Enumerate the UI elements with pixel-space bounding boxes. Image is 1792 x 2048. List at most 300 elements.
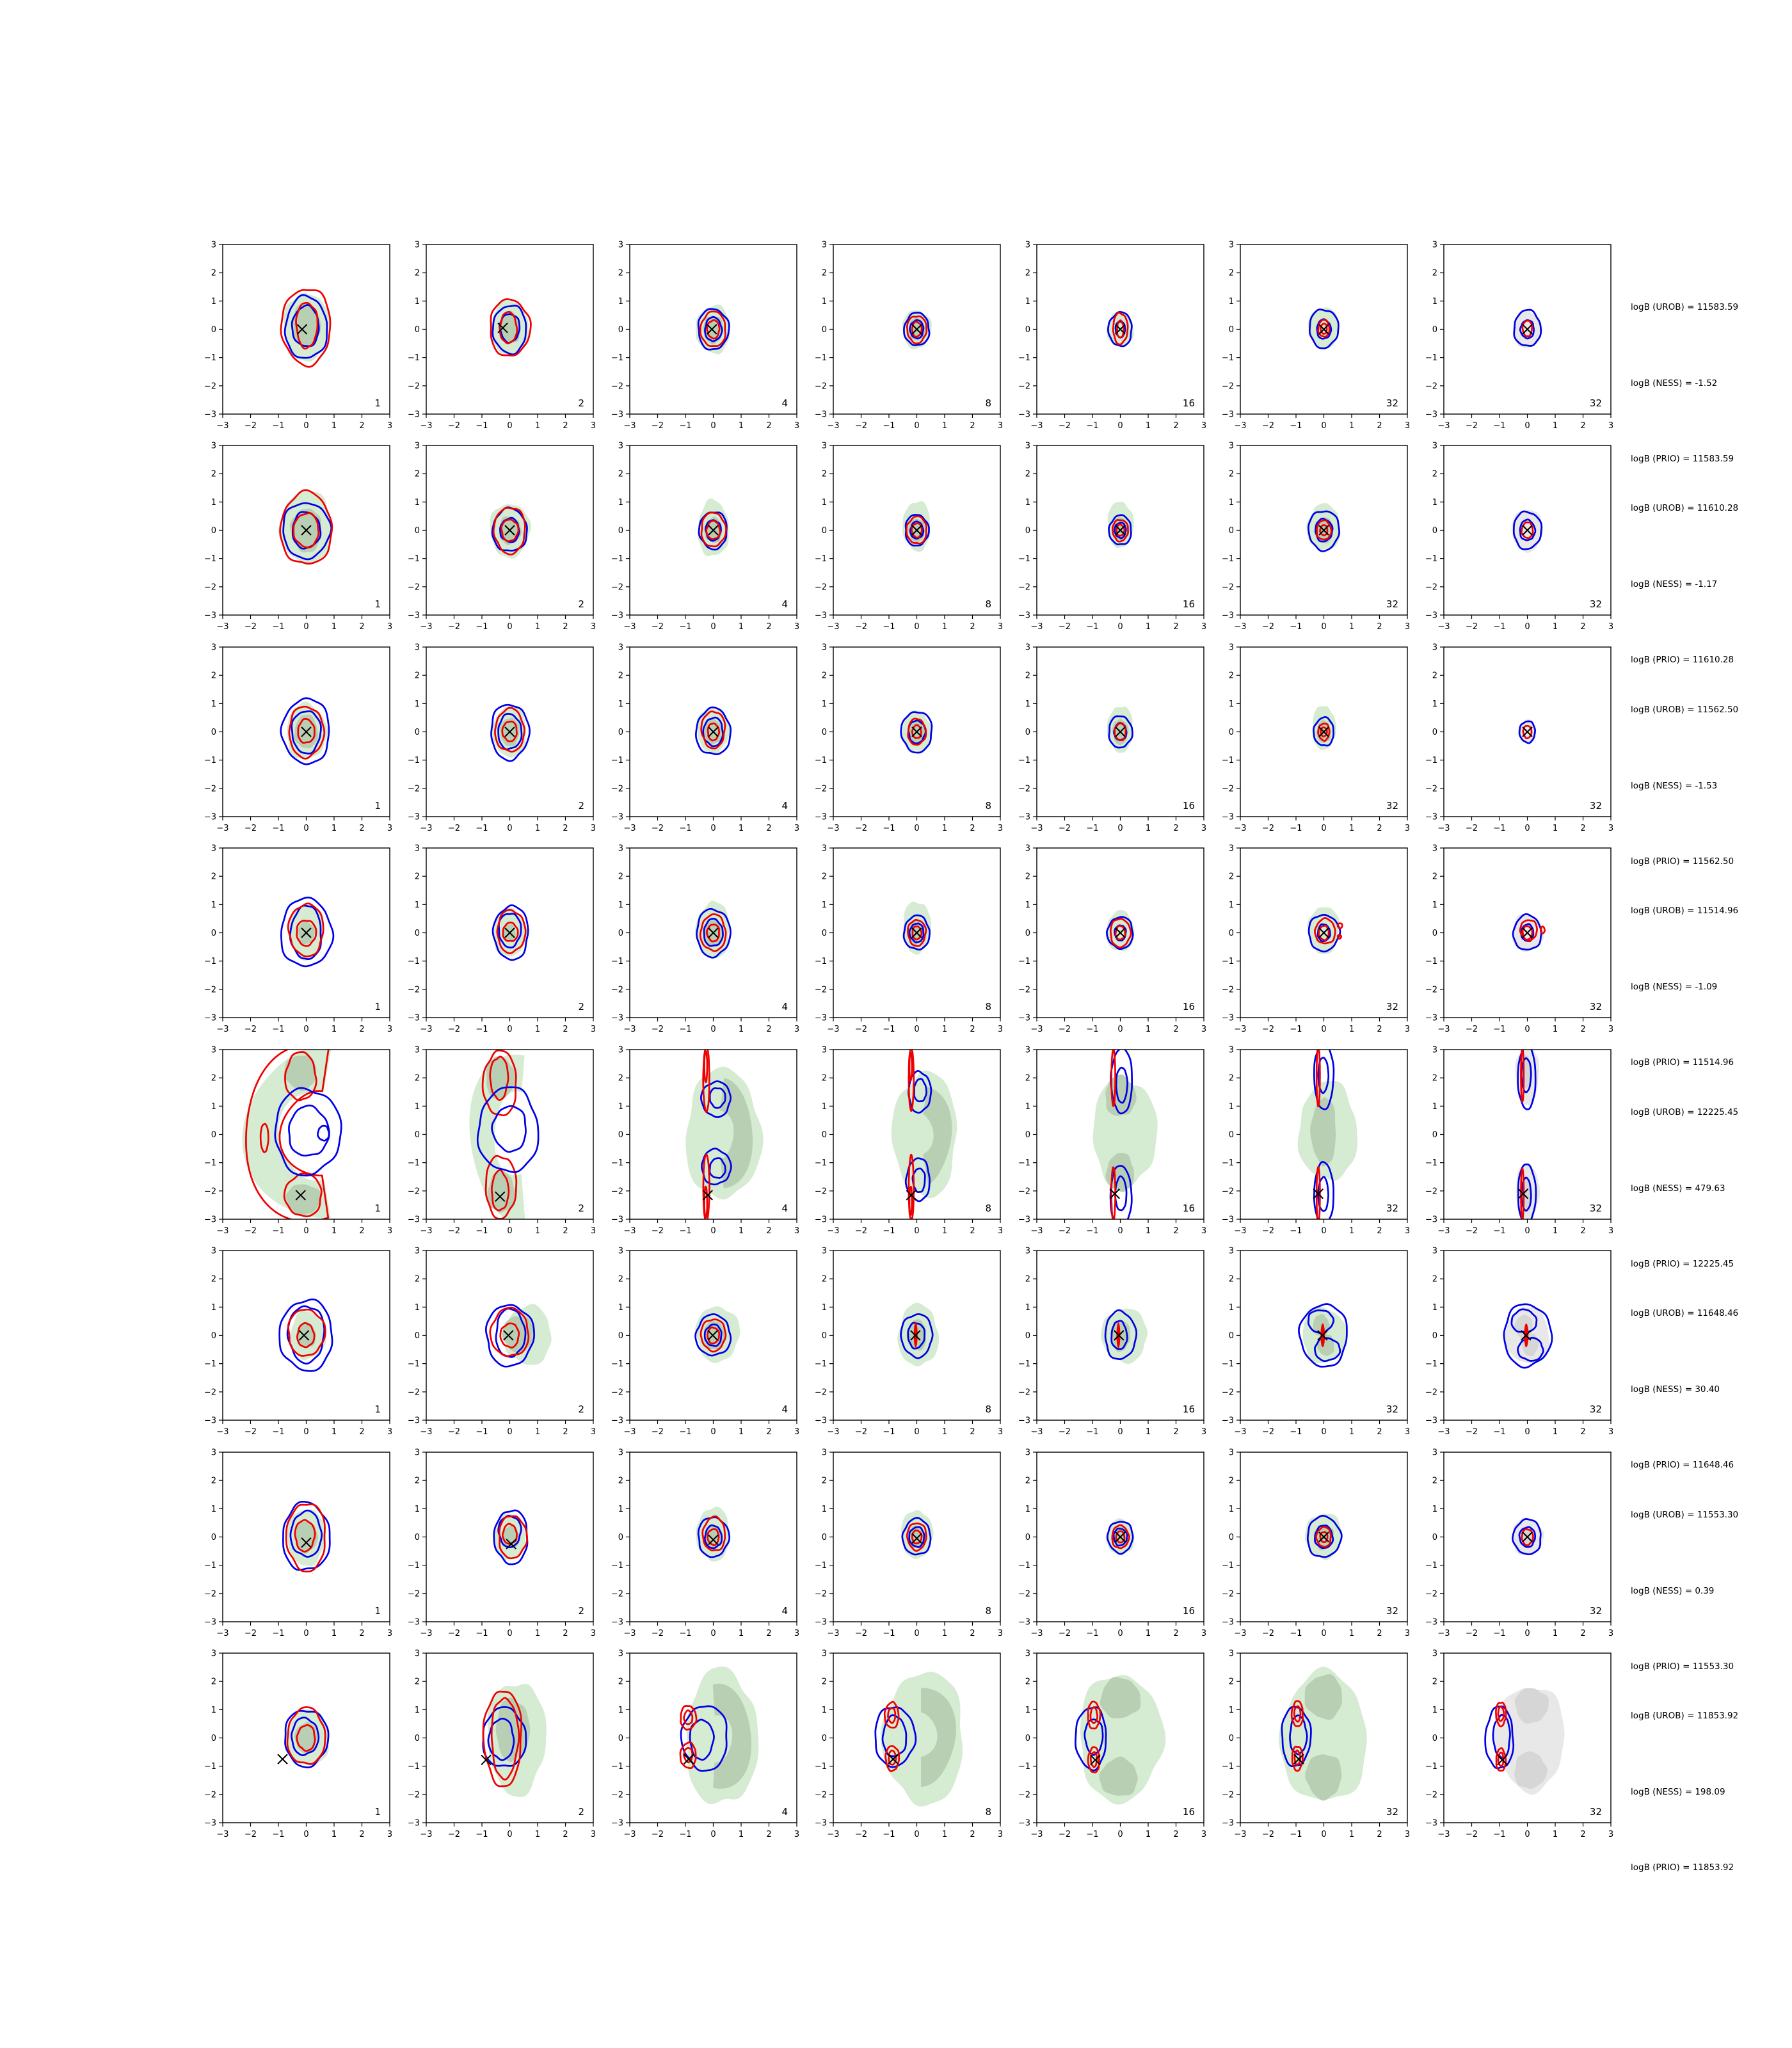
x-tick-label: 3 — [997, 1427, 1004, 1437]
x-tick-label: 3 — [794, 622, 800, 632]
y-tick-label: 2 — [1025, 1274, 1030, 1284]
x-tick-label: 1 — [1145, 1226, 1151, 1236]
x-tick-label: −2 — [1058, 824, 1071, 833]
y-tick-label: −1 — [407, 1561, 420, 1571]
density-contours — [685, 1046, 763, 1222]
y-tick-label: −1 — [611, 1158, 623, 1169]
y-tick-label: −2 — [204, 1388, 216, 1398]
x-tick-label: 0 — [1321, 622, 1327, 632]
y-tick-label: 2 — [1432, 1274, 1437, 1284]
y-tick-label: 1 — [211, 497, 216, 508]
x-tick-label: 3 — [387, 1025, 393, 1034]
x-tick-label: 3 — [387, 824, 393, 833]
y-tick-label: 0 — [821, 728, 827, 737]
x-tick-label: 3 — [1404, 1226, 1411, 1236]
panel-count-label: 4 — [781, 1605, 788, 1617]
logB-urob-annotation: logB (UROB) = 11583.59 — [1631, 302, 1739, 312]
x-tick-label: −1 — [1290, 1427, 1302, 1437]
y-tick-label: 0 — [1025, 728, 1030, 737]
y-tick-label: 1 — [1432, 699, 1437, 709]
y-tick-label: 1 — [618, 497, 623, 508]
density-contours — [1485, 1688, 1565, 1795]
panel-count-label: 32 — [1386, 397, 1398, 409]
x-tick-label: −3 — [216, 1629, 229, 1638]
y-tick-label: 0 — [1432, 929, 1437, 938]
logB-prio-annotation: logB (PRIO) = 11610.28 — [1631, 655, 1734, 665]
y-tick-label: 1 — [1432, 296, 1437, 307]
y-tick-label: 1 — [211, 1302, 216, 1313]
x-tick-label: 2 — [1173, 1629, 1179, 1638]
x-tick-label: 2 — [359, 1830, 365, 1839]
contour-panel — [1418, 1444, 1633, 1646]
y-tick-label: 2 — [1025, 1073, 1030, 1084]
x-tick-label: 0 — [1524, 1025, 1530, 1034]
x-tick-label: −1 — [272, 421, 285, 431]
panel-count-label: 16 — [1182, 1605, 1195, 1617]
y-tick-label: −3 — [204, 1215, 216, 1225]
x-tick-label: −3 — [216, 1427, 229, 1437]
y-tick-label: 2 — [211, 1476, 216, 1486]
panel-count-label: 2 — [578, 800, 584, 812]
x-tick-label: −3 — [216, 1025, 229, 1034]
x-tick-label: −2 — [447, 1427, 461, 1437]
panel-count-label: 4 — [781, 1203, 788, 1214]
y-tick-label: 3 — [821, 1649, 827, 1659]
y-tick-label: −2 — [407, 1790, 420, 1800]
x-tick-label: −3 — [827, 1025, 840, 1034]
y-tick-label: 3 — [1432, 1448, 1437, 1458]
panel-count-label: 1 — [374, 1203, 381, 1214]
panel-count-label: 8 — [985, 397, 991, 409]
x-tick-label: 3 — [997, 1025, 1004, 1034]
x-tick-label: −2 — [1261, 421, 1275, 431]
y-tick-label: −3 — [1425, 1013, 1437, 1023]
y-tick-label: 3 — [1432, 1649, 1437, 1659]
density-contours — [680, 1667, 758, 1804]
x-tick-label: −2 — [447, 421, 461, 431]
y-tick-label: 0 — [414, 728, 420, 737]
y-tick-label: −3 — [814, 611, 827, 621]
y-tick-label: 0 — [414, 1734, 420, 1743]
density-contours — [1313, 706, 1336, 750]
x-tick-label: 2 — [970, 1629, 975, 1638]
y-tick-label: −3 — [204, 1818, 216, 1828]
y-tick-label: −2 — [1018, 985, 1030, 995]
x-tick-label: 2 — [359, 824, 365, 833]
x-tick-label: −3 — [1437, 1830, 1450, 1839]
y-tick-label: 3 — [821, 1246, 827, 1256]
x-tick-label: −3 — [623, 1629, 636, 1638]
panel-count-label: 32 — [1589, 598, 1602, 610]
y-tick-label: 1 — [1432, 1302, 1437, 1313]
x-tick-label: 3 — [1404, 1629, 1411, 1638]
y-tick-label: 0 — [618, 1331, 623, 1341]
y-tick-label: 2 — [618, 1274, 623, 1284]
panel-count-label: 32 — [1589, 1203, 1602, 1214]
y-tick-label: 3 — [618, 441, 623, 451]
y-tick-label: −2 — [1018, 1187, 1030, 1197]
y-tick-label: −2 — [204, 1589, 216, 1599]
y-tick-label: 3 — [1432, 844, 1437, 854]
logB-prio-annotation: logB (PRIO) = 11648.46 — [1631, 1460, 1734, 1470]
logB-urob-annotation: logB (UROB) = 11610.28 — [1631, 503, 1739, 513]
x-tick-label: −3 — [216, 1226, 229, 1236]
y-tick-label: −1 — [1425, 1158, 1437, 1169]
y-tick-label: 2 — [618, 268, 623, 278]
x-tick-label: −3 — [1437, 824, 1450, 833]
y-tick-label: 3 — [1228, 643, 1234, 653]
x-tick-label: 2 — [766, 1427, 772, 1437]
y-tick-label: −1 — [1425, 756, 1437, 766]
x-tick-label: −1 — [883, 1629, 895, 1638]
y-tick-label: 0 — [821, 325, 827, 335]
y-tick-label: −1 — [1425, 1762, 1437, 1772]
x-tick-label: 3 — [1608, 1025, 1614, 1034]
density-contours — [494, 1510, 527, 1564]
x-tick-label: 0 — [1321, 1226, 1327, 1236]
x-tick-label: 1 — [331, 421, 337, 431]
x-tick-label: 0 — [303, 1427, 309, 1437]
y-tick-label: 2 — [1432, 872, 1437, 882]
y-tick-label: 3 — [821, 1448, 827, 1458]
panel-count-label: 4 — [781, 598, 788, 610]
x-tick-label: −2 — [244, 1226, 257, 1236]
panel-count-label: 8 — [985, 598, 991, 610]
y-tick-label: −2 — [407, 1388, 420, 1398]
x-tick-label: −2 — [1465, 1830, 1478, 1839]
density-contours — [1075, 1675, 1165, 1805]
y-tick-label: −3 — [814, 1215, 827, 1225]
y-tick-label: 1 — [821, 1504, 827, 1514]
x-tick-label: −2 — [244, 1830, 257, 1839]
y-tick-label: −1 — [814, 554, 827, 564]
y-tick-label: −2 — [1221, 1589, 1234, 1599]
y-tick-label: 2 — [618, 469, 623, 479]
y-tick-label: 3 — [1025, 1448, 1030, 1458]
y-tick-label: −3 — [1221, 1416, 1234, 1426]
x-tick-label: 3 — [1404, 824, 1411, 833]
x-tick-label: 1 — [331, 1025, 337, 1034]
y-tick-label: −3 — [407, 410, 420, 420]
contour-panel — [401, 1042, 615, 1244]
y-tick-label: 0 — [211, 1331, 216, 1341]
y-tick-label: 1 — [211, 1705, 216, 1715]
y-tick-label: −1 — [1018, 1561, 1030, 1571]
panel-count-label: 1 — [374, 1806, 381, 1818]
y-tick-label: −3 — [1018, 1818, 1030, 1828]
contour-panel — [401, 438, 615, 639]
logB-ness-annotation: logB (NESS) = 30.40 — [1631, 1384, 1720, 1395]
x-tick-label: −1 — [1290, 1226, 1302, 1236]
x-tick-label: −3 — [420, 622, 433, 632]
x-tick-label: −3 — [1234, 1025, 1247, 1034]
y-tick-label: 3 — [1228, 1246, 1234, 1256]
x-tick-label: −3 — [1437, 1629, 1450, 1638]
y-tick-label: 3 — [1025, 643, 1030, 653]
x-tick-label: −2 — [854, 421, 868, 431]
panel-count-label: 2 — [578, 397, 584, 409]
y-tick-label: 1 — [414, 900, 420, 910]
y-tick-label: 0 — [211, 929, 216, 938]
density-fill — [1512, 510, 1544, 553]
x-tick-label: 2 — [1377, 1629, 1382, 1638]
x-tick-label: 3 — [590, 1226, 596, 1236]
y-tick-label: −3 — [1425, 410, 1437, 420]
contour-panel — [401, 1444, 615, 1646]
x-tick-label: 1 — [534, 1629, 541, 1638]
y-tick-label: −1 — [407, 353, 420, 364]
y-tick-label: −3 — [814, 410, 827, 420]
y-tick-label: 2 — [821, 268, 827, 278]
x-tick-label: −1 — [1086, 1025, 1099, 1034]
x-tick-label: 1 — [738, 824, 744, 833]
x-tick-label: 1 — [1348, 1025, 1355, 1034]
x-tick-label: −1 — [1086, 421, 1099, 431]
panel-count-label: 32 — [1386, 1404, 1398, 1415]
x-tick-label: 2 — [1580, 1830, 1586, 1839]
y-tick-label: −1 — [407, 1158, 420, 1169]
panel-count-label: 32 — [1589, 1001, 1602, 1012]
x-tick-label: 1 — [1348, 824, 1355, 833]
y-tick-label: −3 — [1221, 611, 1234, 621]
x-tick-label: −2 — [1058, 1226, 1071, 1236]
y-tick-label: 2 — [1228, 1677, 1234, 1687]
contour-line — [289, 1105, 329, 1156]
x-tick-label: −1 — [476, 421, 488, 431]
y-tick-label: 0 — [821, 1130, 827, 1140]
x-tick-label: −2 — [651, 1427, 664, 1437]
x-tick-label: −1 — [679, 622, 692, 632]
y-tick-label: 0 — [1025, 1734, 1030, 1743]
x-tick-label: 2 — [563, 1830, 568, 1839]
panel-count-label: 2 — [578, 1404, 584, 1415]
x-tick-label: 2 — [766, 622, 772, 632]
contour-panel — [1011, 1444, 1226, 1646]
y-tick-label: −1 — [611, 353, 623, 364]
density-contours — [486, 1304, 551, 1366]
y-tick-label: −1 — [1018, 1359, 1030, 1370]
x-tick-label: −2 — [1465, 1025, 1478, 1034]
x-tick-label: 1 — [1552, 622, 1558, 632]
x-tick-label: 0 — [1321, 421, 1327, 431]
y-tick-label: 1 — [414, 1504, 420, 1514]
x-tick-label: 0 — [914, 622, 920, 632]
y-tick-label: 3 — [211, 1448, 216, 1458]
contour-panel — [1011, 237, 1226, 438]
y-tick-label: 3 — [1228, 1448, 1234, 1458]
y-tick-label: 2 — [414, 1274, 420, 1284]
y-tick-label: −1 — [407, 1359, 420, 1370]
x-tick-label: −3 — [216, 622, 229, 632]
density-contours — [901, 1510, 933, 1559]
y-tick-label: 0 — [1025, 325, 1030, 335]
x-tick-label: 0 — [1117, 824, 1123, 833]
y-tick-label: 1 — [414, 497, 420, 508]
density-contours — [1108, 502, 1134, 548]
x-tick-label: −3 — [827, 1226, 840, 1236]
contour-panel — [401, 639, 615, 841]
x-tick-label: 3 — [1201, 824, 1207, 833]
x-tick-label: 3 — [997, 824, 1004, 833]
x-tick-label: 2 — [970, 622, 975, 632]
y-tick-label: 1 — [1228, 1101, 1234, 1112]
contour-panel — [1215, 1042, 1429, 1244]
x-tick-label: 1 — [331, 824, 337, 833]
y-tick-label: 1 — [1228, 1504, 1234, 1514]
density-contours — [695, 1306, 740, 1363]
y-tick-label: 0 — [821, 526, 827, 536]
panel-count-label: 4 — [781, 397, 788, 409]
contour-panel — [197, 1444, 412, 1646]
x-tick-label: −1 — [1290, 421, 1302, 431]
x-tick-label: −3 — [623, 622, 636, 632]
panel-count-label: 32 — [1386, 1001, 1398, 1012]
y-tick-label: 1 — [414, 296, 420, 307]
x-tick-label: −3 — [827, 421, 840, 431]
y-tick-label: −3 — [1018, 611, 1030, 621]
y-tick-label: −2 — [204, 1187, 216, 1197]
x-tick-label: −1 — [476, 1226, 488, 1236]
y-tick-label: −2 — [204, 985, 216, 995]
x-tick-label: −1 — [1493, 1226, 1506, 1236]
y-tick-label: 3 — [618, 1246, 623, 1256]
x-tick-label: 3 — [997, 1226, 1004, 1236]
contour-panel — [1215, 1645, 1429, 1847]
contour-panel — [1011, 1645, 1226, 1847]
y-tick-label: −3 — [407, 611, 420, 621]
y-tick-label: 1 — [211, 1101, 216, 1112]
y-tick-label: 1 — [1025, 1705, 1030, 1715]
x-tick-label: −3 — [420, 1025, 433, 1034]
panel-count-label: 1 — [374, 1001, 381, 1012]
contour-panel — [604, 639, 819, 841]
y-tick-label: −3 — [611, 1215, 623, 1225]
contour-panel — [1011, 840, 1226, 1042]
y-tick-label: 3 — [618, 1649, 623, 1659]
x-tick-label: −3 — [623, 1427, 636, 1437]
x-tick-label: −1 — [272, 1830, 285, 1839]
panel-count-label: 32 — [1589, 1404, 1602, 1415]
y-tick-label: 1 — [414, 1705, 420, 1715]
y-tick-label: −3 — [204, 611, 216, 621]
axis-ticks — [1425, 643, 1613, 834]
contour-panel — [197, 1645, 412, 1847]
x-tick-label: 2 — [1173, 1830, 1179, 1839]
x-tick-label: −1 — [1086, 1427, 1099, 1437]
y-tick-label: 0 — [821, 1734, 827, 1743]
x-tick-label: 3 — [1201, 1226, 1207, 1236]
y-tick-label: −1 — [204, 554, 216, 564]
y-tick-label: −1 — [611, 554, 623, 564]
y-tick-label: −3 — [407, 1617, 420, 1628]
x-tick-label: 3 — [997, 1830, 1004, 1839]
y-tick-label: 3 — [211, 643, 216, 653]
y-tick-label: −1 — [204, 957, 216, 967]
x-tick-label: 3 — [590, 1629, 596, 1638]
y-tick-label: −2 — [611, 582, 623, 593]
y-tick-label: −3 — [814, 1617, 827, 1628]
contour-panel — [1215, 237, 1429, 438]
x-tick-label: 3 — [997, 622, 1004, 632]
y-tick-label: 3 — [211, 844, 216, 854]
y-tick-label: −3 — [1221, 1617, 1234, 1628]
y-tick-label: 0 — [1432, 325, 1437, 335]
y-tick-label: 0 — [414, 1331, 420, 1341]
y-tick-label: 2 — [1025, 268, 1030, 278]
panel-count-label: 8 — [985, 1203, 991, 1214]
x-tick-label: 2 — [359, 1629, 365, 1638]
x-tick-label: −2 — [447, 824, 461, 833]
x-tick-label: −2 — [854, 1226, 868, 1236]
contour-panel — [1418, 639, 1633, 841]
x-tick-label: 1 — [1552, 1427, 1558, 1437]
x-tick-label: 0 — [1524, 824, 1530, 833]
x-tick-label: 1 — [331, 1629, 337, 1638]
x-tick-label: 2 — [766, 1830, 772, 1839]
x-tick-label: −3 — [420, 421, 433, 431]
y-tick-label: 2 — [414, 1476, 420, 1486]
y-tick-label: −1 — [814, 957, 827, 967]
y-tick-label: 0 — [1025, 929, 1030, 938]
x-tick-label: −2 — [244, 1629, 257, 1638]
x-tick-label: 0 — [303, 824, 309, 833]
x-tick-label: 0 — [507, 1629, 513, 1638]
x-tick-label: 2 — [563, 1226, 568, 1236]
y-tick-label: −2 — [814, 985, 827, 995]
x-tick-label: −3 — [1234, 622, 1247, 632]
x-tick-label: 1 — [941, 1226, 948, 1236]
y-tick-label: −1 — [204, 1762, 216, 1772]
x-tick-label: −2 — [447, 622, 461, 632]
y-tick-label: 2 — [211, 1274, 216, 1284]
x-tick-label: −3 — [1437, 1226, 1450, 1236]
x-tick-label: −2 — [244, 622, 257, 632]
x-tick-label: −2 — [854, 824, 868, 833]
y-tick-label: −1 — [814, 1762, 827, 1772]
density-contours — [1512, 510, 1544, 553]
contour-panel — [1215, 1243, 1429, 1444]
y-tick-label: 2 — [1228, 1476, 1234, 1486]
y-tick-label: 3 — [414, 1448, 420, 1458]
x-tick-label: −3 — [1234, 1427, 1247, 1437]
panel-count-label: 32 — [1589, 800, 1602, 812]
y-tick-label: 1 — [1228, 900, 1234, 910]
x-tick-label: −2 — [447, 1830, 461, 1839]
density-contours — [903, 902, 931, 955]
x-tick-label: 2 — [1173, 1025, 1179, 1034]
y-tick-label: −3 — [204, 1617, 216, 1628]
y-tick-label: 1 — [1432, 1101, 1437, 1112]
y-tick-label: 2 — [1025, 469, 1030, 479]
x-tick-label: 0 — [303, 622, 309, 632]
x-tick-label: 1 — [331, 1226, 337, 1236]
x-tick-label: −2 — [651, 622, 664, 632]
contour-panel — [808, 840, 1022, 1042]
contour-panel — [1011, 438, 1226, 639]
y-tick-label: −3 — [1018, 1617, 1030, 1628]
y-tick-label: −1 — [204, 756, 216, 766]
y-tick-label: 2 — [1025, 671, 1030, 681]
y-tick-label: −1 — [1425, 957, 1437, 967]
density-contours — [1101, 1309, 1148, 1364]
y-tick-label: −1 — [1221, 1561, 1234, 1571]
x-tick-label: 0 — [1524, 1629, 1530, 1638]
x-tick-label: 3 — [1404, 1427, 1411, 1437]
x-tick-label: −3 — [1030, 421, 1043, 431]
x-tick-label: 0 — [914, 1226, 920, 1236]
y-tick-label: 0 — [1228, 1734, 1234, 1743]
y-tick-label: 2 — [618, 671, 623, 681]
